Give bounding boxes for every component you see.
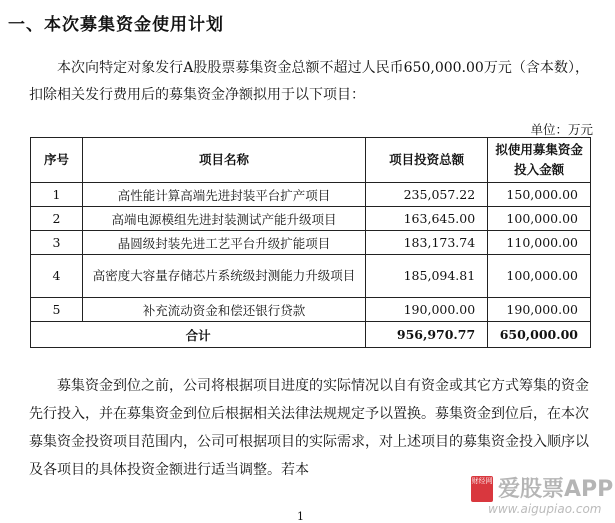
watermark-text: 爱股票APP	[498, 477, 614, 502]
row-no: 1	[31, 183, 83, 207]
row-total: 185,094.81	[366, 255, 488, 298]
row-name: 晶圆级封装先进工艺平台升级扩能项目	[82, 231, 365, 255]
watermark	[468, 470, 614, 520]
row-name: 高密度大容量存储芯片系统级封测能力升级项目	[82, 255, 365, 298]
row-use: 100,000.00	[488, 207, 591, 231]
row-no: 2	[31, 207, 83, 231]
header-no: 序号	[31, 138, 83, 183]
row-total: 183,173.74	[366, 231, 488, 255]
watermark-logo-icon	[471, 476, 493, 502]
row-use: 110,000.00	[488, 231, 591, 255]
section-heading: 一、本次募集资金使用计划	[8, 15, 224, 35]
total-use: 650,000.00	[488, 322, 591, 348]
row-use: 100,000.00	[488, 255, 591, 298]
table-row	[31, 207, 591, 231]
header-name: 项目名称	[82, 138, 365, 183]
row-no: 4	[31, 255, 83, 298]
intro-paragraph: 本次向特定对象发行A股股票募集资金总额不超过人民币650,000.00万元（含本数），扣除相关发行费用后的募集资金净额拟用于以下项目：	[29, 60, 589, 103]
page-number: 1	[297, 510, 304, 523]
row-name: 补充流动资金和偿还银行贷款	[82, 298, 365, 322]
row-total: 190,000.00	[366, 298, 488, 322]
row-no: 3	[31, 231, 83, 255]
table-row	[31, 298, 591, 322]
total-sum: 956,970.77	[366, 322, 488, 348]
table-row	[31, 231, 591, 255]
row-no: 5	[31, 298, 83, 322]
table-row	[31, 255, 591, 298]
table-row	[31, 183, 591, 207]
header-use: 拟使用募集资金投入金额	[488, 138, 591, 183]
table-total-row	[31, 322, 591, 348]
row-total: 235,057.22	[366, 183, 488, 207]
header-total: 项目投资总额	[366, 138, 488, 183]
row-use: 190,000.00	[488, 298, 591, 322]
watermark-url: www.aigupiao.com	[488, 502, 602, 516]
body-paragraph: 募集资金到位之前，公司将根据项目进度的实际情况以自有资金或其它方式筹集的资金先行投入，并在募集资金到位后根据相关法律法规规定予以置换。募集资金到位后，在本次募集资金投资项目范围内，公司可根据项目的实际需求，对上述项目的募集资金投入顺序以及各项目的具体投资金额进行适当调整。若本	[29, 378, 589, 478]
fund-usage-table	[30, 137, 591, 348]
row-total: 163,645.00	[366, 207, 488, 231]
row-use: 150,000.00	[488, 183, 591, 207]
row-name: 高端电源模组先进封装测试产能升级项目	[82, 207, 365, 231]
table-header-row	[31, 138, 591, 183]
unit-label: 单位：万元	[530, 122, 593, 137]
row-name: 高性能计算高端先进封装平台扩产项目	[82, 183, 365, 207]
watermark-icon-text: 财经网	[471, 477, 493, 485]
total-label: 合计	[31, 322, 366, 348]
